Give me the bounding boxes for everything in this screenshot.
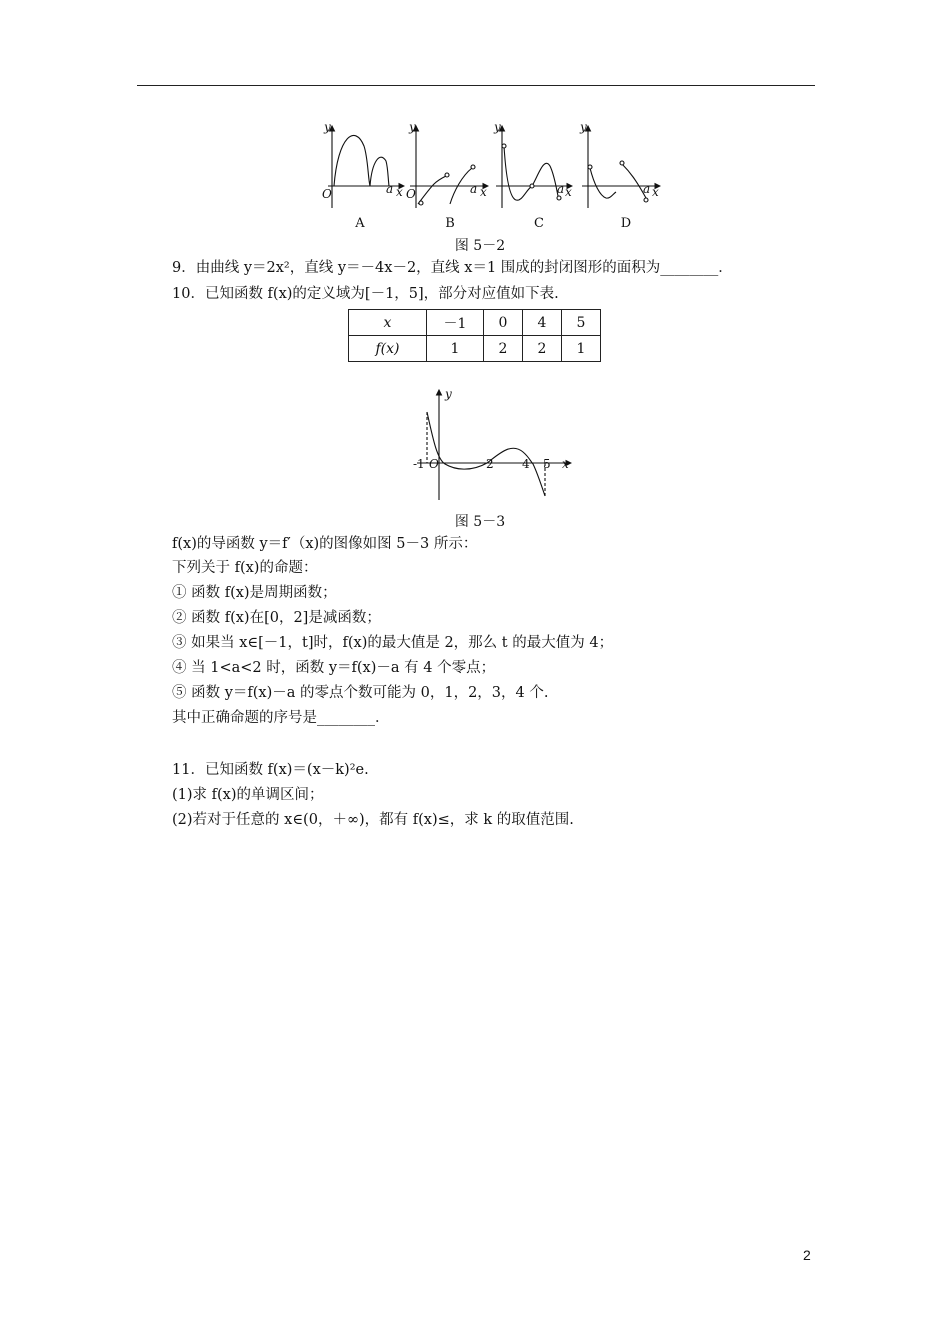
- table-cell: 0: [484, 310, 523, 336]
- table-cell: 1: [562, 336, 601, 362]
- q10-line: 其中正确命题的序号是________．: [172, 710, 390, 726]
- fig3-label-origin: O: [429, 457, 439, 471]
- fig2-label-a: a: [557, 182, 565, 196]
- fig2-label-y: y: [580, 120, 587, 134]
- q11-line: 11．已知函数 f(x)＝(x－k)²e.: [172, 762, 369, 778]
- panel-label-a: A: [355, 216, 365, 231]
- fig3-label-y: y: [445, 387, 452, 401]
- figure-5-2-caption: 图 5－2: [454, 238, 506, 254]
- table-cell: 2: [484, 336, 523, 362]
- q10-line: ① 函数 f(x)是周期函数；: [172, 585, 337, 601]
- figure-5-3: [405, 384, 580, 502]
- table-cell: f(x): [349, 336, 427, 362]
- fig2-label-x: x: [396, 185, 403, 199]
- table-cell: 1: [427, 336, 484, 362]
- table-cell: 2: [523, 336, 562, 362]
- q11-line: (2)若对于任意的 x∈(0，＋∞)，都有 f(x)≤，求 k 的取值范围.: [172, 812, 574, 828]
- fig3-tick-4: 4: [522, 457, 530, 471]
- table-cell: 4: [523, 310, 562, 336]
- fig2-label-a: a: [470, 182, 478, 196]
- fig3-tick-minus1: -1: [413, 457, 425, 471]
- fig2-label-x: x: [480, 185, 487, 199]
- q10-line: 下列关于 f(x)的命题：: [172, 560, 318, 576]
- q10-line: ③ 如果当 x∈[－1，t]时，f(x)的最大值是 2，那么 t 的最大值为 4；: [172, 635, 614, 651]
- fig2-label-y: y: [494, 120, 501, 134]
- table-row: [349, 336, 601, 362]
- table-cell: x: [349, 310, 427, 336]
- fig2-label-a: a: [643, 182, 651, 196]
- fig3-tick-5: 5: [543, 457, 551, 471]
- q10-line: f(x)的导函数 y＝f′（x)的图像如图 5－3 所示：: [172, 536, 478, 552]
- fig2-label-x: x: [652, 185, 659, 199]
- panel-label-c: C: [534, 216, 544, 231]
- fig2-label-origin: O: [406, 187, 416, 201]
- fig2-label-y: y: [324, 120, 331, 134]
- q10-line: ⑤ 函数 y＝f(x)－a 的零点个数可能为 0，1，2，3，4 个.: [172, 685, 549, 701]
- panel-label-d: D: [620, 216, 632, 231]
- figure-5-3-caption: 图 5－3: [454, 514, 506, 530]
- question-10-stem: 10．已知函数 f(x)的定义域为[－1，5]，部分对应值如下表.: [172, 286, 559, 302]
- panel-label-b: B: [445, 216, 455, 231]
- fig2-label-x: x: [565, 185, 572, 199]
- value-table: [348, 309, 601, 362]
- fig2-label-origin: O: [322, 187, 332, 201]
- figure-5-2: [300, 116, 680, 236]
- question-9: 9．由曲线 y＝2x²，直线 y＝－4x－2，直线 x＝1 围成的封闭图形的面积为________．: [172, 260, 733, 276]
- fig3-tick-2: 2: [486, 457, 494, 471]
- fig2-label-a: a: [386, 182, 394, 196]
- table-cell: －1: [427, 310, 484, 336]
- q11-line: (1)求 f(x)的单调区间；: [172, 787, 324, 803]
- q10-line: ② 函数 f(x)在[0，2]是减函数；: [172, 610, 381, 626]
- q10-line: ④ 当 1<a<2 时，函数 y＝f(x)－a 有 4 个零点；: [172, 660, 496, 676]
- page-number: 2: [803, 1247, 811, 1263]
- fig3-label-x: x: [562, 457, 569, 471]
- fig2-label-y: y: [409, 120, 416, 134]
- table-row: [349, 310, 601, 336]
- header-rule: [137, 85, 815, 86]
- table-cell: 5: [562, 310, 601, 336]
